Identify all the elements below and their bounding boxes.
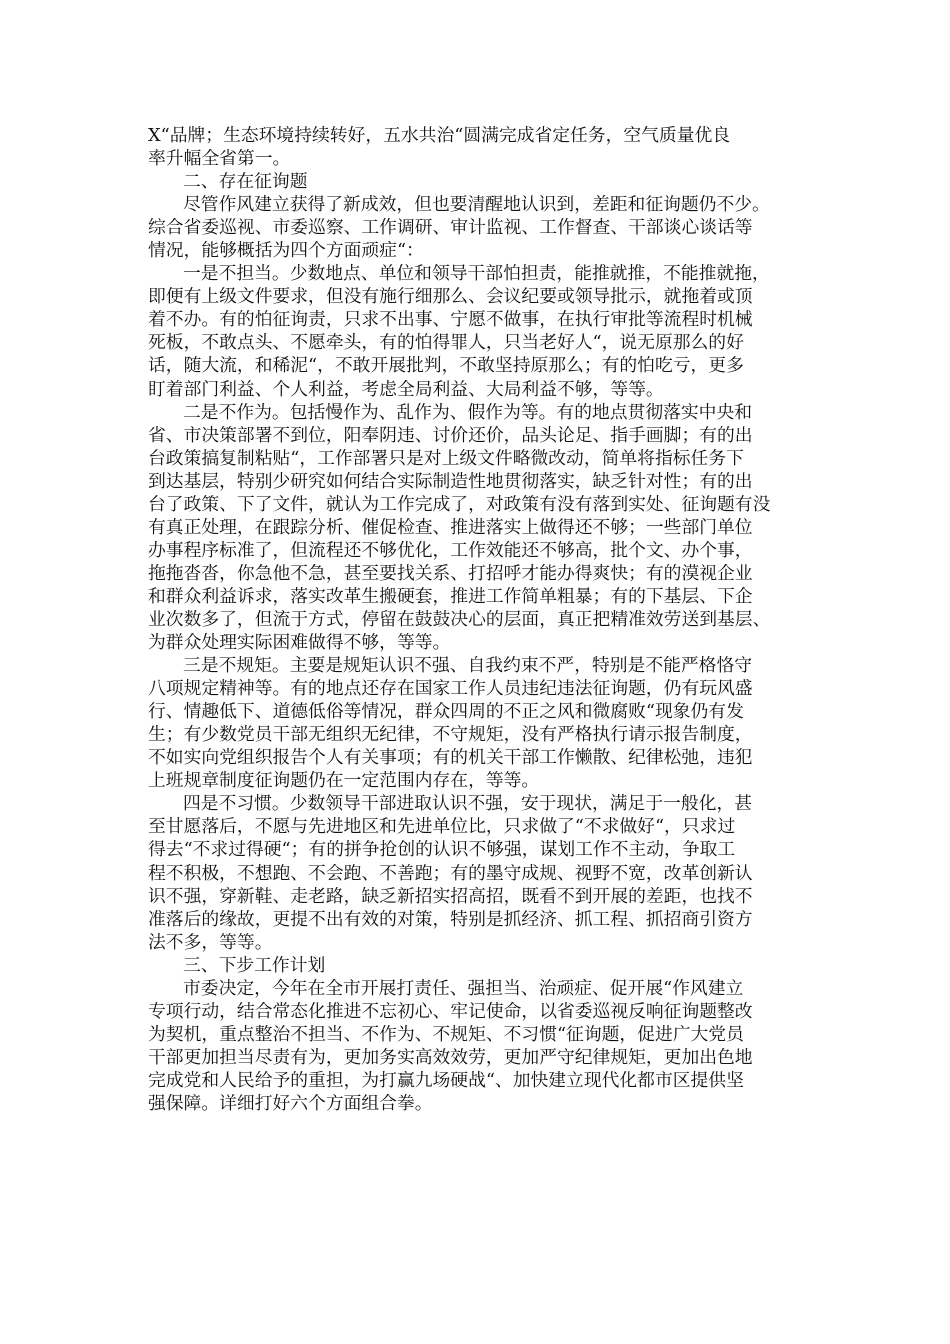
- section2-intro-paragraph: [148, 193, 810, 262]
- text-line: 市委决定，今年在全市开展打责任、强担当、治顽症、促开展“作风建立: [183, 977, 744, 999]
- text-line: 完成党和人民给予的重担，为打赢九场硬战“、加快建立现代化都市区提供坚: [148, 1069, 744, 1091]
- text-line: 和群众利益诉求，落实改革生搬硬套，推进工作简单粗暴；有的下基层、下企: [148, 585, 753, 607]
- text-line: 得去“不求过得硬“；有的拼争抢创的认识不够强，谋划工作不主动，争取工: [148, 839, 736, 861]
- text-line: 至甘愿落后，不愿与先进地区和先进单位比，只求做了“不求做好“，只求过: [148, 816, 736, 838]
- text-line: 情况，能够概括为四个方面顽症“：: [148, 240, 424, 262]
- text-line: 台了政策、下了文件，就认为工作完成了，对政策有没有落到实处、征询题有没: [148, 493, 771, 515]
- text-line: 干部更加担当尽责有为，更加务实高效效劳，更加严守纪律规矩，更加出色地: [148, 1046, 753, 1068]
- text-line: 台政策搞复制粘贴“，工作部署只是对上级文件略微改动，简单将指标任务下: [148, 447, 744, 469]
- text-line: 四是不习惯。少数领导干部进取认识不强，安于现状，满足于一般化，甚: [183, 793, 753, 815]
- text-line: 业次数多了，但流于方式，停留在鼓鼓决心的层面，真正把精准效劳送到基层、: [148, 608, 771, 630]
- point4-paragraph: [148, 792, 810, 953]
- text-line: 程不积极，不想跑、不会跑、不善跑；有的墨守成规、视野不宽，改革创新认: [148, 862, 753, 884]
- section-heading-problems: 二、存在征询题: [183, 171, 308, 193]
- text-line: 率升幅全省第一。: [148, 148, 291, 170]
- text-line: 二是不作为。包括慢作为、乱作为、假作为等。有的地点贯彻落实中央和: [183, 401, 753, 423]
- text-line: 强保障。详细打好六个方面组合拳。: [148, 1092, 433, 1114]
- text-line: 有真正处理，在跟踪分析、催促检查、推进落实上做得还不够；一些部门单位: [148, 516, 753, 538]
- text-line: X“品牌；生态环境持续转好，五水共治“圆满完成省定任务，空气质量优良: [148, 125, 731, 146]
- text-line: 综合省委巡视、市委巡察、工作调研、审计监视、工作督查、干部谈心谈话等: [148, 217, 753, 239]
- text-line: 为契机，重点整治不担当、不作为、不规矩、不习惯“征询题，促进广大党员: [148, 1023, 744, 1045]
- text-line: 三是不规矩。主要是规矩认识不强、自我约束不严，特别是不能严格恪守: [183, 655, 753, 677]
- section3-paragraph: [148, 977, 810, 1115]
- text-line: 准落后的缘故，更提不出有效的对策，特别是抓经济、抓工程、抓招商引资方: [148, 908, 753, 930]
- text-line: 法不多，等等。: [148, 931, 273, 953]
- text-line: 办事程序标准了，但流程还不够优化，工作效能还不够高，批个文、办个事，: [148, 539, 753, 561]
- text-line: 话，随大流，和稀泥“，不敢开展批判，不敢坚持原那么；有的怕吃亏，更多: [148, 355, 744, 377]
- text-line: 着不办。有的怕征询责，只求不出事、宁愿不做事，在执行审批等流程时机械: [148, 309, 753, 331]
- text-line: 死板，不敢点头、不愿牵头，有的怕得罪人，只当老好人“，说无原那么的好: [148, 332, 744, 354]
- text-line: 八项规定精神等。有的地点还存在国家工作人员违纪违法征询题，仍有玩风盛: [148, 678, 753, 700]
- point1-paragraph: [148, 262, 810, 400]
- text-line: 识不强，穿新鞋、走老路，缺乏新招实招高招，既看不到开展的差距，也找不: [148, 885, 753, 907]
- text-line: 盯着部门利益、个人利益，考虑全局利益、大局利益不够，等等。: [148, 378, 664, 400]
- section-heading-next-steps: 三、下步工作计划: [183, 954, 326, 976]
- text-line: 为群众处理实际困难做得不够，等等。: [148, 632, 451, 654]
- text-line: 专项行动，结合常态化推进不忘初心、牢记使命，以省委巡视反响征询题整改: [148, 1000, 753, 1022]
- point2-paragraph: [148, 401, 810, 655]
- text-line: 不如实向党组织报告个人有关事项；有的机关干部工作懒散、纪律松弛，违犯: [148, 747, 753, 769]
- intro-paragraph: [148, 124, 810, 170]
- text-line: 行、情趣低下、道德低俗等情况，群众四周的不正之风和微腐败“现象仍有发: [148, 701, 744, 723]
- text-line: 到达基层，特别少研究如何结合实际制造性地贯彻落实，缺乏针对性；有的出: [148, 470, 753, 492]
- text-line: 上班规章制度征询题仍在一定范围内存在，等等。: [148, 770, 540, 792]
- point3-paragraph: [148, 654, 810, 792]
- text-line: 省、市决策部署不到位，阳奉阴违、讨价还价，品头论足、指手画脚；有的出: [148, 424, 753, 446]
- text-line: 即便有上级文件要求，但没有施行细那么、会议纪要或领导批示，就拖着或顶: [148, 286, 753, 308]
- text-line: 生；有少数党员干部无组织无纪律，不守规矩，没有严格执行请示报告制度，: [148, 724, 753, 746]
- document-page: [148, 124, 810, 1115]
- text-line: 尽管作风建立获得了新成效，但也要清醒地认识到，差距和征询题仍不少。: [183, 194, 770, 216]
- text-line: 一是不担当。少数地点、单位和领导干部怕担责，能推就推，不能推就拖，: [183, 263, 770, 285]
- text-line: 拖拖沓沓，你急他不急，甚至要找关系、打招呼才能办得爽快；有的漠视企业: [148, 562, 753, 584]
